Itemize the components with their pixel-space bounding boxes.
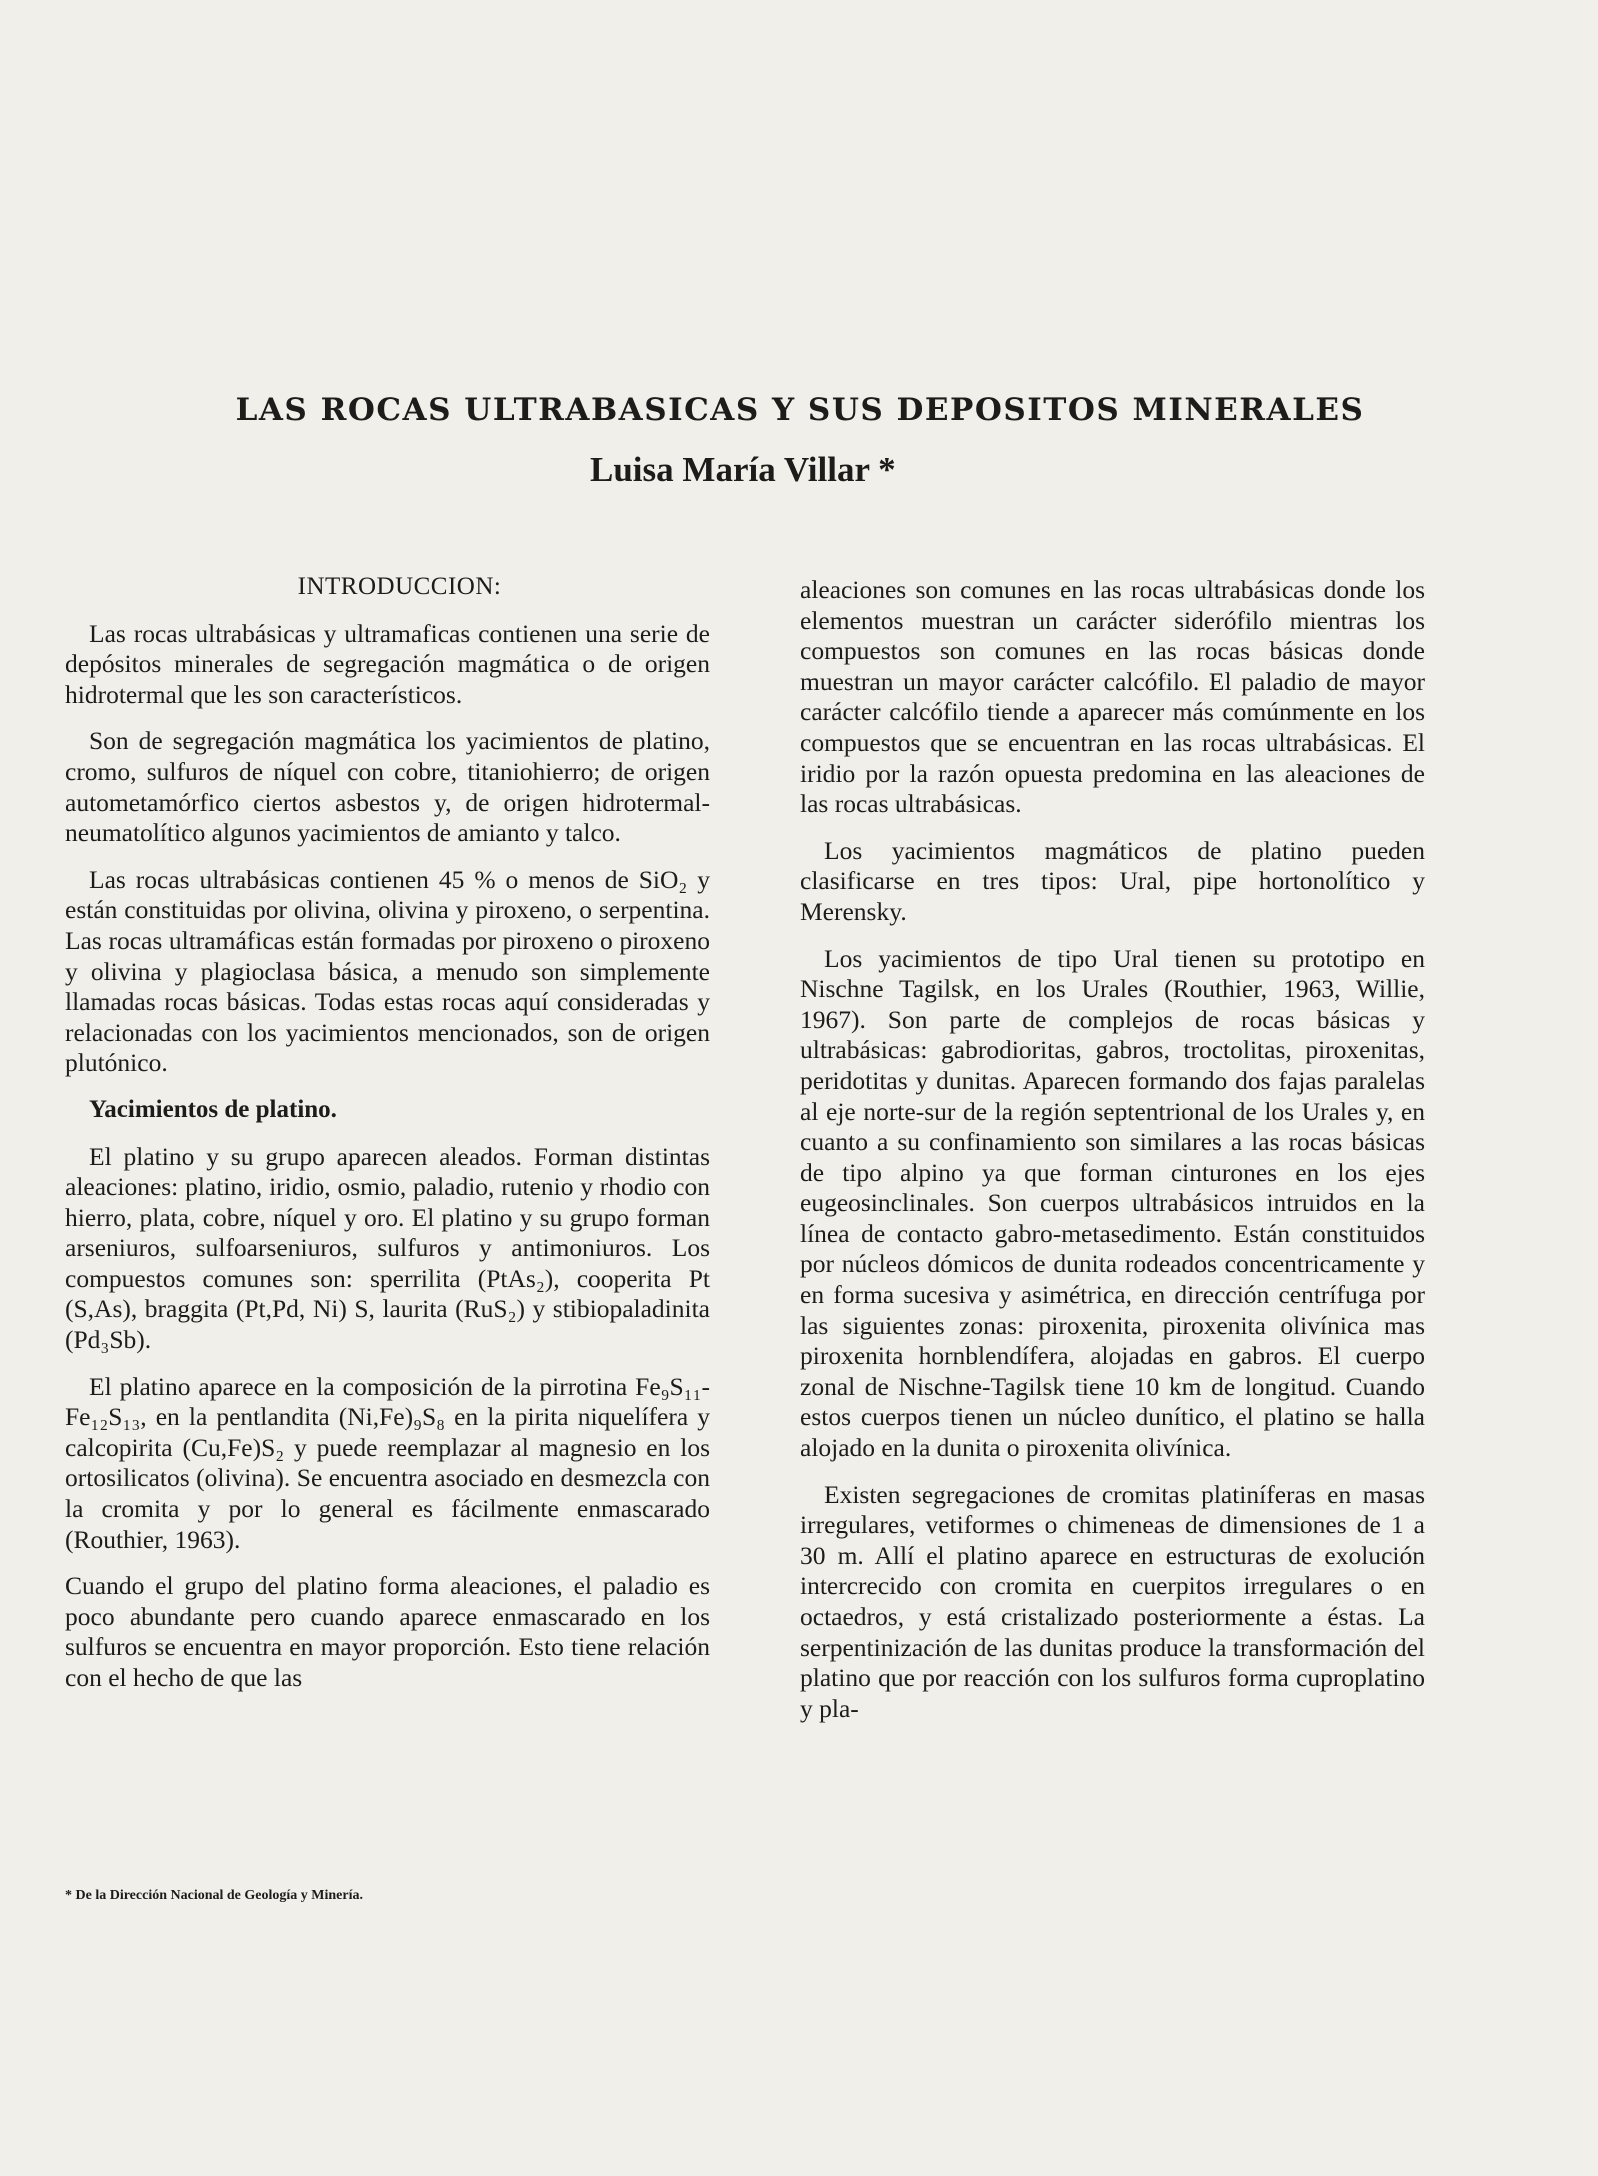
left-column: [65, 572, 710, 1710]
paragraph: Las rocas ultrabásicas contienen 45 % o menos de SiO₂ y están constituidas por olivina, olivina y piroxeno, o serpentina. Las rocas ultramáficas están formadas por piroxeno o piroxeno y olivina y plagioclasa básica, a menudo son simplemente llamadas rocas básicas. Todas estas rocas aquí consideradas y relacionadas con los yacimientos mencionados, son de origen plutónico.: [65, 864, 710, 1078]
show-through-left: [805, 178, 1425, 368]
paragraph: Los yacimientos magmáticos de platino pueden clasificarse en tres tipos: Ural, pipe hortonolítico y Merensky.: [800, 835, 1425, 926]
paragraph: Las rocas ultrabásicas y ultramaficas contienen una serie de depósitos minerales de segregación magmática o de origen hidrotermal que les son característicos.: [65, 618, 710, 709]
paragraph: El platino aparece en la composición de la pirrotina Fe₉S₁₁-Fe₁₂S₁₃, en la pentlandita (Ni,Fe)₉S₈ en la pirita niquelífera y calcopirita (Cu,Fe)S₂ y puede reemplazar al magnesio en los ortosilicatos (olivina). Se encuentra asociado en desmezcla con la cromita y por lo general es fácilmente enmascarado (Routhier, 1963).: [65, 1371, 710, 1554]
paragraph: Cuando el grupo del platino forma aleaciones, el paladio es poco abundante pero cuando aparece enmascarado en los sulfuros se encuentra en mayor proporción. Esto tiene relación con el hecho de que las: [65, 1571, 710, 1692]
right-column: [800, 575, 1425, 1740]
paragraph: Los yacimientos de tipo Ural tienen su prototipo en Nischne Tagilsk, en los Urales (Routhier, 1963, Willie, 1967). Son parte de complejos de rocas básicas y ultrabásicas: gabrodioritas, gabros, troctolitas, piroxenitas, peridotitas y dunitas. Aparecen formando dos fajas paralelas al eje norte-sur de la región septentrional de los Urales y, en cuanto a su confinamiento son similares a las rocas básicas de tipo alpino ya que forman cinturones en los ejes eugeosinclinales. Son cuerpos ultrabásicos intruidos en la línea de contacto gabro-metasedimento. Están constituidos por núcleos dómicos de dunita rodeados concentricamente y en forma sucesiva y asimétrica, en dirección centrífuga por las siguientes zonas: piroxenita, piroxenita olivínica mas piroxenita hornblendífera, alojadas en gabros. El cuerpo zonal de Nischne-Tagilsk tiene 10 km de longitud. Cuando estos cuerpos tienen un núcleo dunítico, el platino se halla alojado en la dunita o piroxenita olivínica.: [800, 943, 1425, 1463]
subheading-yacimientos-platino: Yacimientos de platino.: [89, 1095, 337, 1123]
paragraph: Existen segregaciones de cromitas platiníferas en masas irregulares, vetiformes o chimeneas de dimensiones de 1 a 30 m. Allí el platino aparece en estructuras de exolución intercrecido con cromita en cuerpitos irregulares o en octaedros, y está cristalizado posteriormente a éstas. La serpentinización de las dunitas produce la transformación del platino que por reacción con los sulfuros forma cuproplatino y pla-: [800, 1479, 1425, 1723]
article-author: Luisa María Villar *: [590, 450, 896, 489]
paragraph: Son de segregación magmática los yacimientos de platino, cromo, sulfuros de níquel con cobre, titaniohierro; de origen autometamórfico ciertos asbestos y, de origen hidrotermal-neumatolítico algunos yacimientos de amianto y talco.: [65, 726, 710, 848]
footnote: * De la Dirección Nacional de Geología y Minería.: [65, 1888, 363, 1903]
article-title: LAS ROCAS ULTRABASICAS Y SUS DEPOSITOS MINERALES: [235, 392, 1365, 428]
section-heading-introduccion: INTRODUCCION:: [297, 573, 502, 600]
paragraph: El platino y su grupo aparecen aleados. Forman distintas aleaciones: platino, iridio, osmio, paladio, rutenio y rhodio con hierro, plata, cobre, níquel y oro. El platino y su grupo forman arseniuros, sulfoarseniuros, sulfuros y antimoniuros. Los compuestos comunes son: sperrilita (PtAs₂), cooperita Pt (S,As), braggita (Pt,Pd, Ni) S, laurita (RuS₂) y stibiopaladinita (Pd₃Sb).: [65, 1141, 710, 1355]
paragraph: aleaciones son comunes en las rocas ultrabásicas donde los elementos muestran un carácter siderófilo mientras los compuestos son comunes en las rocas básicas donde muestran un mayor carácter calcófilo. El paladio de mayor carácter calcófilo tiende a aparecer más comúnmente en los compuestos que se encuentran en las rocas ultrabásicas. El iridio por la razón opuesta predomina en las aleaciones de las rocas ultrabásicas.: [800, 575, 1425, 819]
